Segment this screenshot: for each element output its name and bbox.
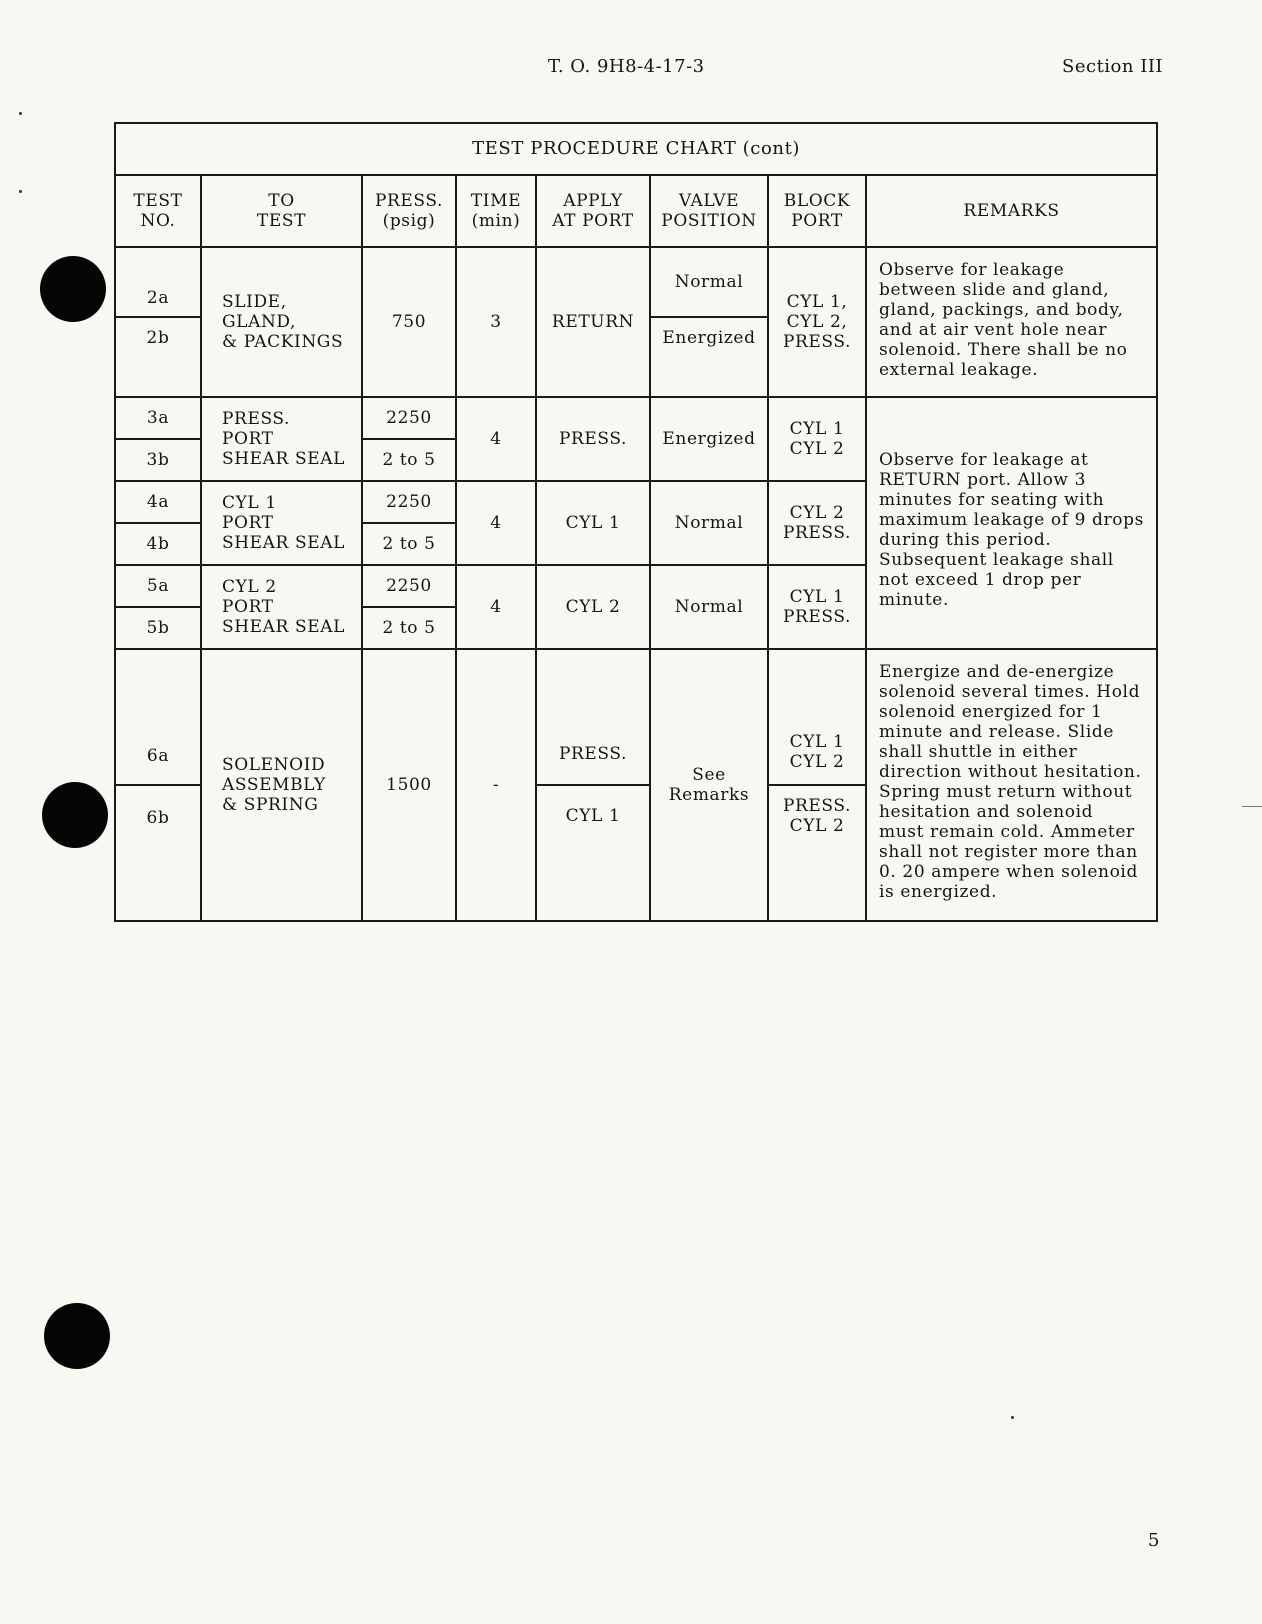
test-number: 3a — [115, 397, 201, 439]
valve-position-cell: Normal — [650, 481, 768, 565]
test-number: 6b — [115, 785, 201, 921]
binder-hole-top — [40, 256, 106, 322]
binder-hole-middle — [42, 782, 108, 848]
to-test-cell: CYL 2 PORT SHEAR SEAL — [201, 565, 362, 649]
valve-position-cell: Normal — [650, 565, 768, 649]
valve-position-cell: See Remarks — [650, 649, 768, 921]
column-header-apply-at-port: APPLY AT PORT — [536, 175, 650, 247]
pressure-cell: 2250 — [362, 481, 456, 523]
block-port-cell: PRESS. CYL 2 — [768, 785, 866, 921]
time-cell: 4 — [456, 397, 536, 481]
valve-position-cell: Normal — [650, 247, 768, 317]
column-header-press: PRESS. (psig) — [362, 175, 456, 247]
block-port-cell: CYL 1 PRESS. — [768, 565, 866, 649]
apply-port-cell: CYL 1 — [536, 785, 650, 921]
block-port-cell: CYL 1 CYL 2 — [768, 649, 866, 785]
pressure-cell: 2250 — [362, 565, 456, 607]
apply-port-cell: PRESS. — [536, 397, 650, 481]
remarks-cell: Observe for leakage at RETURN port. Allow 3 minutes for seating with maximum leakage of 9 drops during this period. Subsequent leakage shall not exceed 1 drop per minute. — [866, 397, 1157, 649]
document-number: T. O. 9H8-4-17-3 — [548, 56, 705, 77]
time-cell: 4 — [456, 565, 536, 649]
apply-port-cell: CYL 2 — [536, 565, 650, 649]
column-header-time: TIME (min) — [456, 175, 536, 247]
scan-edge-mark — [1242, 806, 1262, 807]
block-port-cell: CYL 2 PRESS. — [768, 481, 866, 565]
scan-speck — [1011, 1416, 1014, 1419]
test-procedure-chart — [114, 122, 1158, 922]
remarks-cell: Observe for leakage between slide and gland, gland, packings, and body, and at air vent hole near solenoid. There shall be no external leakage. — [866, 247, 1157, 397]
remarks-cell: Energize and de-energize solenoid several times. Hold solenoid energized for 1 minute and release. Slide shall shuttle in either direction without hesitation. Spring must return without hesitation and solenoid must remain cold. Ammeter shall not register more than 0. 20 ampere when solenoid is energized. — [866, 649, 1157, 921]
block-port-cell: CYL 1, CYL 2, PRESS. — [768, 247, 866, 397]
test-number: 4b — [115, 523, 201, 565]
test-number: 2a — [115, 247, 201, 317]
section-label: Section III — [1062, 56, 1164, 77]
test-number: 5b — [115, 607, 201, 649]
column-header-test-no: TEST NO. — [115, 175, 201, 247]
to-test-cell: SLIDE, GLAND, & PACKINGS — [201, 247, 362, 397]
pressure-cell: 2 to 5 — [362, 607, 456, 649]
to-test-cell: SOLENOID ASSEMBLY & SPRING — [201, 649, 362, 921]
column-header-row — [115, 175, 1157, 247]
test-number: 4a — [115, 481, 201, 523]
table-row — [115, 397, 1157, 439]
scan-speck — [19, 112, 22, 115]
test-number: 6a — [115, 649, 201, 785]
chart-title: TEST PROCEDURE CHART (cont) — [115, 123, 1157, 175]
pressure-cell: 2 to 5 — [362, 439, 456, 481]
to-test-cell: CYL 1 PORT SHEAR SEAL — [201, 481, 362, 565]
pressure-cell: 2250 — [362, 397, 456, 439]
pressure-cell: 750 — [362, 247, 456, 397]
column-header-valve-position: VALVE POSITION — [650, 175, 768, 247]
table-row — [115, 247, 1157, 317]
pressure-cell: 1500 — [362, 649, 456, 921]
apply-port-cell: CYL 1 — [536, 481, 650, 565]
column-header-remarks: REMARKS — [866, 175, 1157, 247]
block-port-cell: CYL 1 CYL 2 — [768, 397, 866, 481]
to-test-cell: PRESS. PORT SHEAR SEAL — [201, 397, 362, 481]
test-number: 3b — [115, 439, 201, 481]
binder-hole-bottom — [44, 1303, 110, 1369]
apply-port-cell: PRESS. — [536, 649, 650, 785]
time-cell: 3 — [456, 247, 536, 397]
time-cell: - — [456, 649, 536, 921]
table-row — [115, 649, 1157, 785]
scan-speck — [19, 190, 22, 193]
time-cell: 4 — [456, 481, 536, 565]
valve-position-cell: Energized — [650, 317, 768, 397]
pressure-cell: 2 to 5 — [362, 523, 456, 565]
valve-position-cell: Energized — [650, 397, 768, 481]
apply-port-cell: RETURN — [536, 247, 650, 397]
column-header-block-port: BLOCK PORT — [768, 175, 866, 247]
page-number: 5 — [1148, 1530, 1160, 1551]
test-number: 5a — [115, 565, 201, 607]
column-header-to-test: TO TEST — [201, 175, 362, 247]
test-number: 2b — [115, 317, 201, 397]
